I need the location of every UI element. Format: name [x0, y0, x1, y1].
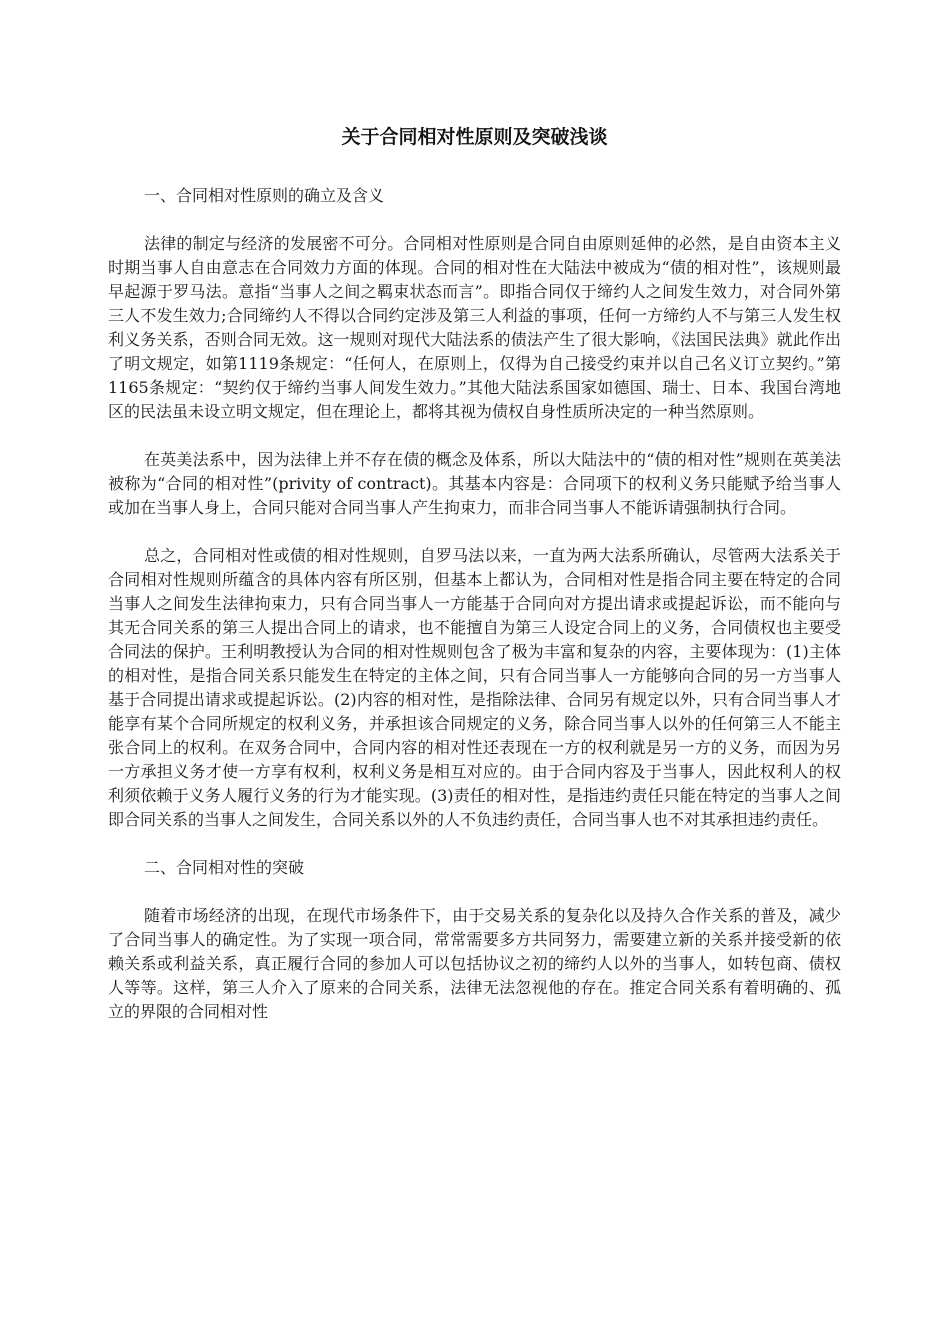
document-page: [108, 122, 841, 1048]
paragraph-4: 随着市场经济的出现，在现代市场条件下，由于交易关系的复杂化以及持久合作关系的普及，减少了合同当事人的确定性。为了实现一项合同，常常需要多方共同努力，需要建立新的关系并接受新的依赖关系或利益关系，真正履行合同的参加人可以包括协议之初的缔约人以外的当事人，如转包商、债权人等等。这样，第三人介入了原来的合同关系，法律无法忽视他的存在。推定合同关系有着明确的、孤立的界限的合同相对性: [108, 906, 841, 1021]
paragraph-1: 法律的制定与经济的发展密不可分。合同相对性原则是合同自由原则延伸的必然，是自由资本主义时期当事人自由意志在合同效力方面的体现。合同的相对性在大陆法中被成为“债的相对性”，该规则最早起源于罗马法。意指“当事人之间之羁束状态而言”。即指合同仅于缔约人之间发生效力，对合同外第三人不发生效力;合同缔约人不得以合同约定涉及第三人利益的事项，任何一方缔约人不与第三人发生权利义务关系，否则合同无效。这一规则对现代大陆法系的债法产生了很大影响，《法国民法典》就此作出了明文规定，如第1119条规定：“任何人，在原则上，仅得为自己接受约束并以自己名义订立契约。”第1165条规定：“契约仅于缔约当事人间发生效力。”其他大陆法系国家如德国、瑞士、日本、我国台湾地区的民法虽未设立明文规定，但在理论上，都将其视为债权自身性质所决定的一种当然原则。: [108, 234, 841, 421]
section-heading-2: 二、合同相对性的突破: [144, 858, 305, 877]
page-title: 关于合同相对性原则及突破浅谈: [341, 126, 608, 148]
section-heading-1: 一、合同相对性原则的确立及含义: [144, 186, 385, 205]
paragraph-3: 总之，合同相对性或债的相对性规则，自罗马法以来，一直为两大法系所确认，尽管两大法系关于合同相对性规则所蕴含的具体内容有所区别，但基本上都认为，合同相对性是指合同主要在特定的合同当事人之间发生法律拘束力，只有合同当事人一方能基于合同向对方提出请求或提起诉讼，而不能向与其无合同关系的第三人提出合同上的请求，也不能擅自为第三人设定合同上的义务，合同债权也主要受合同法的保护。王利明教授认为合同的相对性规则包含了极为丰富和复杂的内容，主要体现为：(1)主体的相对性，是指合同关系只能发生在特定的主体之间，只有合同当事人一方能够向合同的另一方当事人基于合同提出请求或提起诉讼。(2)内容的相对性，是指除法律、合同另有规定以外，只有合同当事人才能享有某个合同所规定的权利义务，并承担该合同规定的义务，除合同当事人以外的任何第三人不能主张合同上的权利。在双务合同中，合同内容的相对性还表现在一方的权利就是另一方的义务，而因为另一方承担义务才使一方享有权利，权利义务是相互对应的。由于合同内容及于当事人，因此权利人的权利须依赖于义务人履行义务的行为才能实现。(3)责任的相对性，是指违约责任只能在特定的当事人之间即合同关系的当事人之间发生，合同关系以外的人不负违约责任，合同当事人也不对其承担违约责任。: [108, 546, 841, 829]
paragraph-2: 在英美法系中，因为法律上并不存在债的概念及体系，所以大陆法中的“债的相对性”规则在英美法被称为“合同的相对性”(privity of contract)。其基本内容是：合同项下的权利义务只能赋予给当事人或加在当事人身上，合同只能对合同当事人产生拘束力，而非合同当事人不能诉请强制执行合同。: [108, 450, 841, 517]
